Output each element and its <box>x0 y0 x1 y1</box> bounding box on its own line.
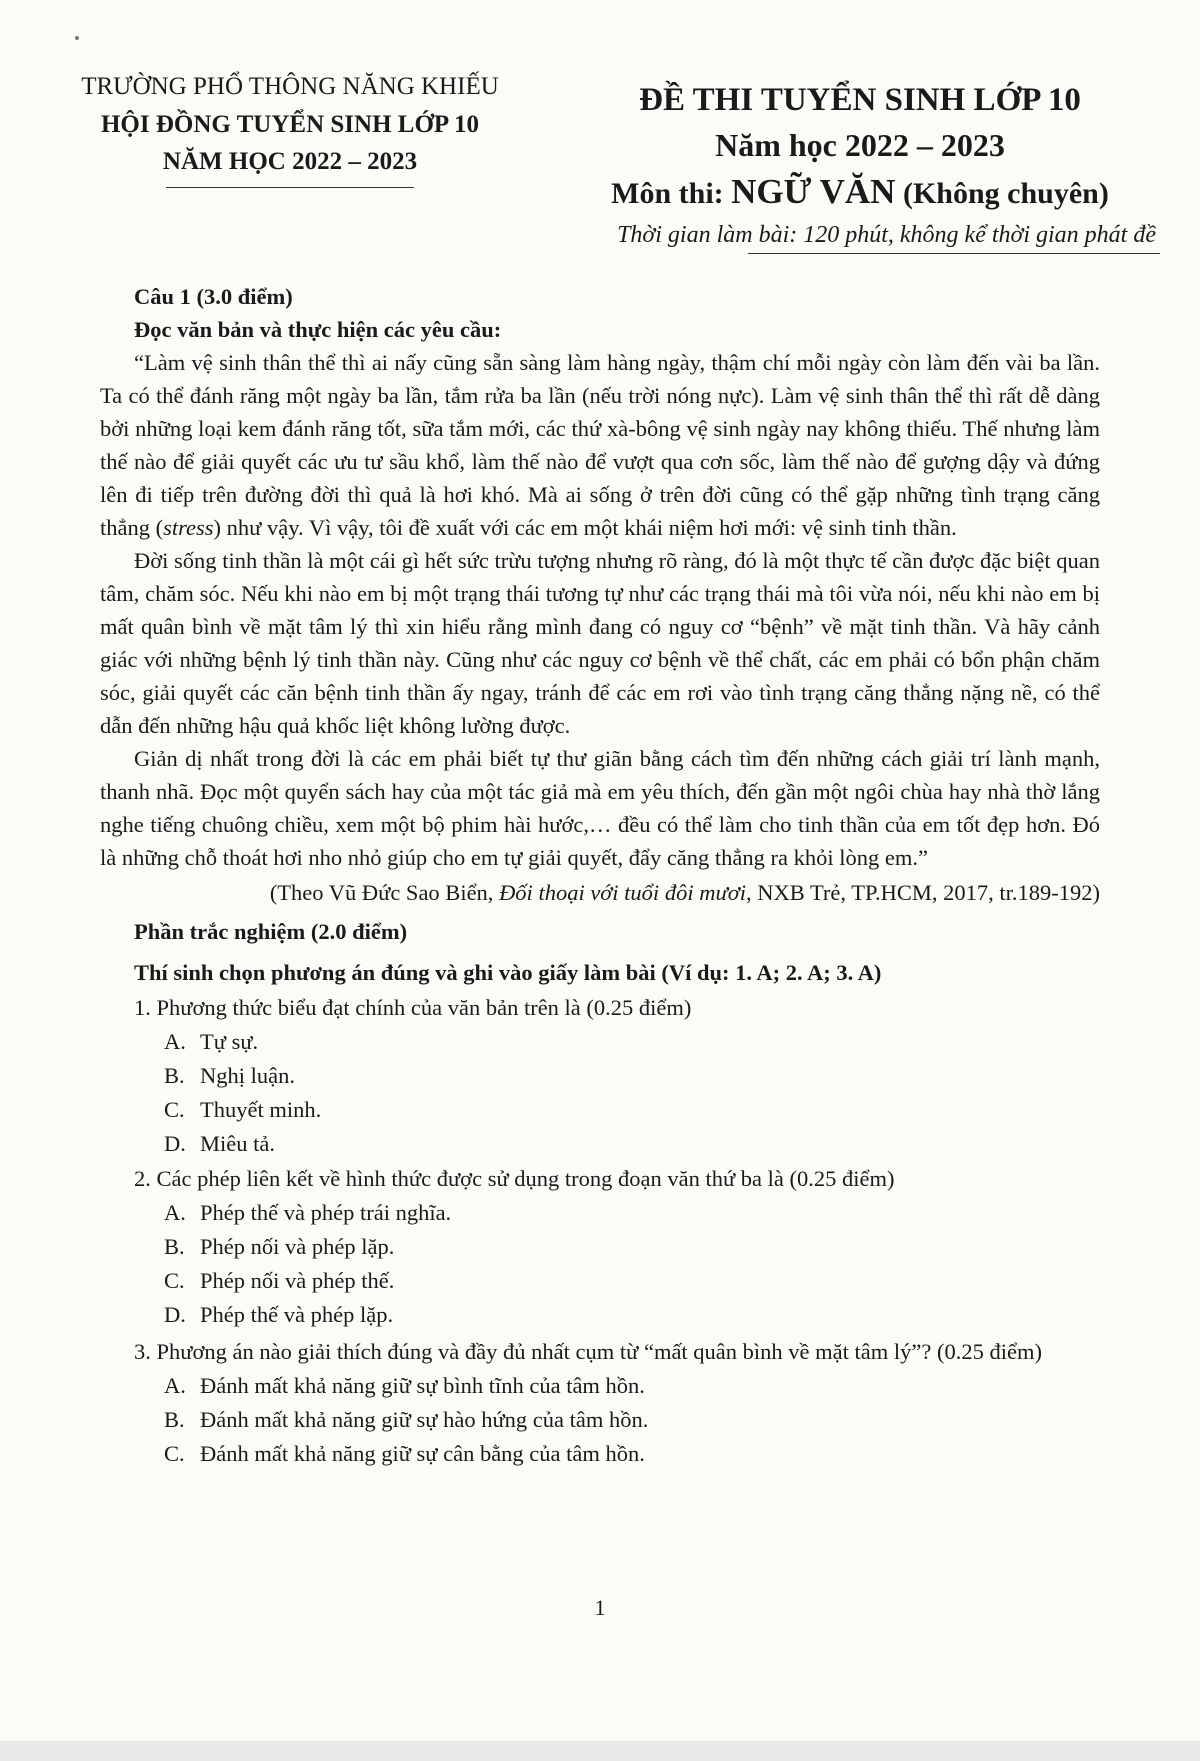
exam-time: Thời gian làm bài: 120 phút, không kể thời gian phát đề <box>617 222 1156 249</box>
option-letter: B. <box>164 1407 185 1432</box>
council-name: HỘI ĐỒNG TUYỂN SINH LỚP 10 <box>100 110 480 138</box>
school-name: TRƯỜNG PHỔ THÔNG NĂNG KHIẾU <box>81 73 499 100</box>
exam-year: Năm học 2022 – 2023 <box>715 126 1005 163</box>
subject-note: (Không chuyên) <box>902 177 1109 211</box>
option-text: Thuyết minh. <box>200 1097 322 1122</box>
option-text: Phép nối và phép thế. <box>200 1268 395 1293</box>
option-letter: C. <box>164 1441 185 1466</box>
exam-body <box>100 280 1100 1470</box>
option-text: Phép thế và phép trái nghĩa. <box>200 1200 452 1225</box>
option-3c <box>164 1437 1100 1470</box>
subject-name: NGỮ VĂN <box>731 172 896 212</box>
option-2a <box>164 1196 1100 1229</box>
option-2c <box>164 1264 1100 1297</box>
option-1d <box>164 1127 1100 1160</box>
page-number: 1 <box>594 1595 606 1620</box>
source-publisher: , NXB Trẻ, TP.HCM, 2017, tr.189-192) <box>745 880 1100 905</box>
option-text: Đánh mất khả năng giữ sự cân bằng của tâm hồn. <box>200 1441 645 1466</box>
passage-paragraph-2: Đời sống tinh thần là một cái gì hết sức trừu tượng nhưng rõ ràng, đó là một thực tế cần được đặc biệt quan tâm, chăm sóc. Nếu khi nào em bị một trạng thái tương tự như các trạng thái mà tôi vừa nói, nếu khi nào em bị mất quân bình về mặt tâm lý thì xin hiểu rằng mình đang có nguy cơ “bệnh” về mặt tinh thần. Và hãy cảnh giác với những bệnh lý tinh thần này. Cũng như các nguy cơ bệnh về thể chất, các em phải có bổn phận chăm sóc, giải quyết các căn bệnh tinh thần ấy ngay, tránh để các em rơi vào tình trạng căng thẳng nặng nề, có thể dẫn đến những hậu quả khốc liệt không lường được. <box>100 548 1100 738</box>
reading-instruction: Đọc văn bản và thực hiện các yêu cầu: <box>134 317 502 342</box>
time-underline <box>748 253 1160 254</box>
subject-label: Môn thi: <box>611 177 724 211</box>
option-letter: B. <box>164 1063 185 1088</box>
option-letter: D. <box>164 1302 186 1327</box>
exam-header <box>560 78 1160 254</box>
question-heading: Câu 1 (3.0 điểm) <box>134 284 293 309</box>
mcq-instruction: Thí sinh chọn phương án đúng và ghi vào giấy làm bài (Ví dụ: 1. A; 2. A; 3. A) <box>134 960 882 985</box>
source-book: Đối thoại với tuổi đôi mươi <box>499 880 746 905</box>
option-1b <box>164 1059 1100 1092</box>
option-text: Đánh mất khả năng giữ sự bình tĩnh của tâm hồn. <box>200 1373 645 1398</box>
option-text: Nghị luận. <box>200 1063 295 1088</box>
para1-text-a: “Làm vệ sinh thân thể thì ai nấy cũng sẵn sàng làm hàng ngày, thậm chí mỗi ngày còn làm đến vài ba lần. Ta có thể đánh răng một ngày ba lần, tắm rửa ba lần (nếu trời nóng nực). Làm vệ sinh thân thể thì rất dễ dàng bởi những loại kem đánh răng tốt, sữa tắm mới, các thứ xà-bông vệ sinh ngày nay không thiếu. Thế nhưng làm thế nào để giải quyết các ưu tư sầu khổ, làm thế nào để vượt qua cơn sốc, làm thế nào để gượng dậy và đứng lên đi tiếp trên đường đời thì quả là hơi khó. Mà ai sống ở trên đời cũng có thể gặp những tình trạng căng thẳng ( <box>100 350 1100 540</box>
mcq-question-2: 2. Các phép liên kết về hình thức được sử dụng trong đoạn văn thứ ba là (0.25 điểm) <box>134 1166 895 1191</box>
option-2d <box>164 1298 1100 1331</box>
exam-title: ĐỀ THI TUYỂN SINH LỚP 10 <box>639 82 1081 118</box>
header-underline <box>166 187 414 188</box>
para1-italic: stress <box>163 515 214 540</box>
mcq-question-1: 1. Phương thức biểu đạt chính của văn bản trên là (0.25 điểm) <box>134 995 692 1020</box>
option-text: Phép thế và phép lặp. <box>200 1302 394 1327</box>
mcq-section-title: Phần trắc nghiệm (2.0 điểm) <box>134 919 408 944</box>
option-1c <box>164 1093 1100 1126</box>
option-letter: B. <box>164 1234 185 1259</box>
exam-subject <box>560 167 1160 218</box>
source-author: (Theo Vũ Đức Sao Biển, <box>269 880 500 905</box>
option-letter: C. <box>164 1097 185 1122</box>
mcq-question-3: 3. Phương án nào giải thích đúng và đầy đủ nhất cụm từ “mất quân bình về mặt tâm lý”? (0.25 điểm) <box>134 1339 1042 1364</box>
option-2b <box>164 1230 1100 1263</box>
option-3b <box>164 1403 1100 1436</box>
passage-paragraph-1 <box>100 346 1100 544</box>
passage-paragraph-3: Giản dị nhất trong đời là các em phải biết tự thư giãn bằng cách tìm đến những cách giải trí lành mạnh, thanh nhã. Đọc một quyển sách hay của một tác giả mà em yêu thích, đến gần một ngôi chùa hay nhà thờ lắng nghe tiếng chuông chiều, xem một bộ phim hài hước,… đều có thể làm cho tinh thần của em tốt đẹp hơn. Đó là những chỗ thoát hơi nho nhỏ giúp cho em tự giải quyết, đẩy căng thẳng ra khỏi lòng em.” <box>100 746 1100 870</box>
option-letter: A. <box>164 1373 186 1398</box>
option-letter: A. <box>164 1200 186 1225</box>
option-1a <box>164 1025 1100 1058</box>
option-letter: A. <box>164 1029 186 1054</box>
option-3a <box>164 1369 1100 1402</box>
option-text: Đánh mất khả năng giữ sự hào hứng của tâm hồn. <box>200 1407 649 1432</box>
option-letter: C. <box>164 1268 185 1293</box>
para1-text-b: ) như vậy. Vì vậy, tôi đề xuất với các em một khái niệm hơi mới: vệ sinh tinh thần. <box>213 515 957 540</box>
scan-speck <box>75 36 79 40</box>
option-text: Miêu tả. <box>200 1131 275 1156</box>
option-text: Tự sự. <box>200 1029 259 1054</box>
passage-source <box>100 876 1100 909</box>
school-year: NĂM HỌC 2022 – 2023 <box>162 148 418 175</box>
option-text: Phép nối và phép lặp. <box>200 1234 395 1259</box>
option-letter: D. <box>164 1131 186 1156</box>
school-header <box>60 68 520 188</box>
